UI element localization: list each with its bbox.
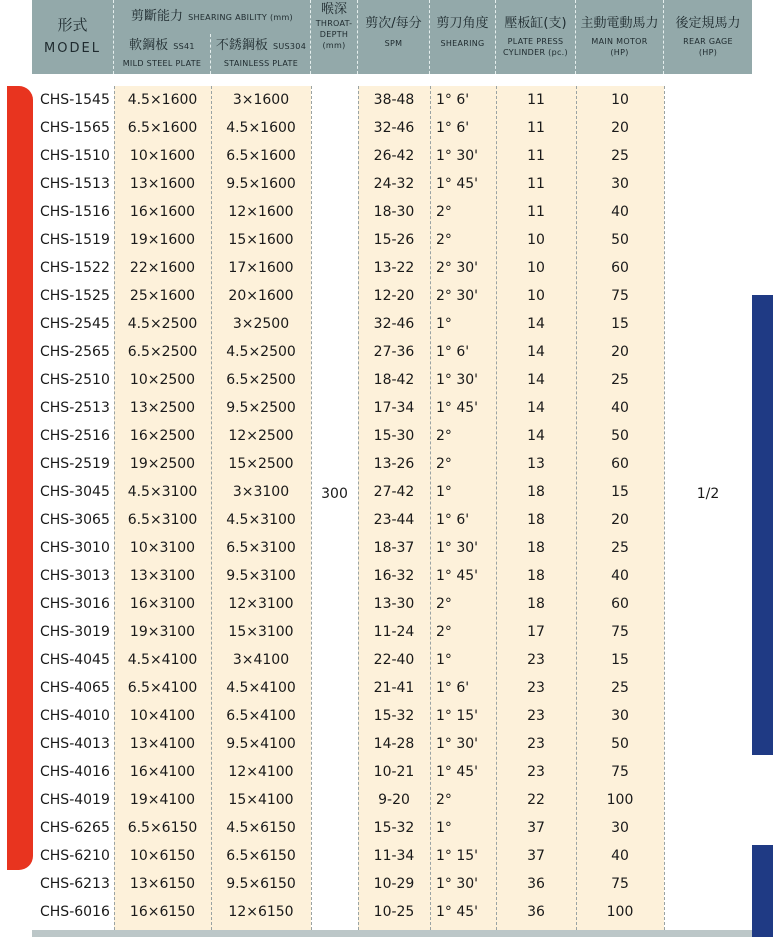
cell-model: CHS-1525	[40, 288, 110, 304]
cell-model: CHS-6210	[40, 848, 110, 864]
cell-shear: 2°	[436, 232, 452, 248]
cell-stain: 4.5×3100	[226, 512, 296, 528]
header-mild	[114, 34, 211, 74]
table-row	[32, 366, 752, 394]
table-row	[32, 702, 752, 730]
cell-model: CHS-3010	[40, 540, 110, 556]
table-header	[32, 0, 752, 74]
table-row	[32, 898, 752, 926]
table-row	[32, 282, 752, 310]
cell-cyl: 18	[527, 596, 545, 612]
cell-cyl: 14	[527, 428, 545, 444]
table-row	[32, 786, 752, 814]
cell-shear: 2° 30'	[436, 288, 479, 304]
header-ability-zh: 剪斷能力	[131, 9, 184, 24]
cell-mild: 6.5×4100	[127, 680, 198, 696]
cell-model: CHS-3016	[40, 596, 110, 612]
cell-motor: 75	[611, 876, 629, 892]
cell-shear: 1° 6'	[436, 92, 470, 108]
header-mild-code: SS41	[173, 42, 195, 51]
cell-shear: 2° 30'	[436, 260, 479, 276]
cell-spm: 22-40	[373, 652, 415, 668]
cell-model: CHS-3019	[40, 624, 110, 640]
cell-stain: 17×1600	[228, 260, 294, 276]
cell-shear: 1° 30'	[436, 540, 479, 556]
cell-motor: 60	[611, 596, 629, 612]
cell-model: CHS-2519	[40, 456, 110, 472]
header-cylinder-en1: PLATE PRESS	[507, 37, 564, 46]
cell-cyl: 11	[527, 148, 545, 164]
cell-mild: 13×2500	[129, 400, 196, 416]
cell-mild: 6.5×1600	[127, 120, 198, 136]
divider	[664, 86, 665, 930]
cell-cyl: 11	[527, 204, 545, 220]
cell-spm: 11-24	[373, 624, 415, 640]
table-row	[32, 478, 752, 506]
cell-mild: 4.5×1600	[127, 92, 198, 108]
cell-mild: 4.5×3100	[127, 484, 198, 500]
cell-spm: 38-48	[373, 92, 415, 108]
cell-model: CHS-4016	[40, 764, 110, 780]
header-gage	[664, 0, 752, 74]
cell-shear: 1° 6'	[436, 512, 470, 528]
cell-model: CHS-3065	[40, 512, 110, 528]
cell-shear: 2°	[436, 204, 452, 220]
cell-cyl: 23	[527, 680, 545, 696]
cell-spm: 15-32	[373, 820, 415, 836]
cell-shear: 2°	[436, 428, 452, 444]
cell-spm: 13-30	[373, 596, 415, 612]
cell-mild: 19×2500	[129, 456, 196, 472]
cell-model: CHS-2516	[40, 428, 110, 444]
cell-spm: 23-44	[373, 512, 415, 528]
cell-motor: 25	[611, 372, 629, 388]
header-shearing-ability	[114, 0, 311, 74]
cell-cyl: 11	[527, 92, 545, 108]
cell-stain: 15×1600	[228, 232, 294, 248]
table-row	[32, 870, 752, 898]
header-mild-en: MILD STEEL PLATE	[122, 59, 202, 68]
cell-cyl: 37	[527, 848, 545, 864]
cell-motor: 50	[611, 736, 629, 752]
header-stainless-en: STAINLESS PLATE	[223, 59, 299, 68]
cell-mild: 25×1600	[129, 288, 196, 304]
cell-motor: 60	[611, 456, 629, 472]
table-row	[32, 142, 752, 170]
cell-motor: 50	[611, 428, 629, 444]
cell-spm: 18-42	[373, 372, 415, 388]
table-row	[32, 842, 752, 870]
table-row	[32, 590, 752, 618]
cell-cyl: 14	[527, 400, 545, 416]
header-ability-en: SHEARING ABILITY (mm)	[188, 13, 293, 22]
cell-shear: 1° 6'	[436, 680, 470, 696]
cell-mild: 10×1600	[129, 148, 196, 164]
divider	[358, 86, 359, 930]
cell-spm: 18-37	[373, 540, 415, 556]
table-row	[32, 114, 752, 142]
cell-shear: 1°	[436, 820, 452, 836]
table-row	[32, 534, 752, 562]
cell-motor: 100	[606, 904, 634, 920]
cell-stain: 12×1600	[228, 204, 294, 220]
table-row	[32, 226, 752, 254]
cell-mild: 16×6150	[129, 904, 196, 920]
cell-stain: 6.5×4100	[226, 708, 296, 724]
cell-stain: 9.5×3100	[226, 568, 296, 584]
cell-cyl: 13	[527, 456, 545, 472]
header-throat	[311, 0, 358, 74]
cell-cyl: 18	[527, 484, 545, 500]
divider	[496, 86, 497, 930]
header-stainless-code: SUS304	[273, 42, 307, 51]
divider	[576, 86, 577, 930]
cell-motor: 15	[611, 652, 629, 668]
cell-shear: 1° 15'	[436, 848, 479, 864]
cell-model: CHS-4013	[40, 736, 110, 752]
cell-cyl: 23	[527, 736, 545, 752]
cell-stain: 4.5×6150	[226, 820, 296, 836]
cell-motor: 75	[611, 624, 629, 640]
cell-motor: 20	[611, 120, 629, 136]
cell-spm: 12-20	[373, 288, 415, 304]
table-row	[32, 674, 752, 702]
cell-spm: 10-29	[373, 876, 415, 892]
table-row	[32, 814, 752, 842]
cell-cyl: 11	[527, 120, 545, 136]
cell-mild: 6.5×6150	[127, 820, 198, 836]
cell-mild: 10×4100	[129, 708, 196, 724]
cell-motor: 100	[606, 792, 634, 808]
cell-spm: 21-41	[373, 680, 415, 696]
header-cylinder-en2: CYLINDER (pc.)	[503, 48, 568, 57]
cell-spm: 10-25	[373, 904, 415, 920]
cell-spm: 27-36	[373, 344, 415, 360]
header-gage-zh: 後定規馬力	[675, 16, 741, 31]
cell-stain: 9.5×2500	[226, 400, 296, 416]
cell-mild: 22×1600	[129, 260, 196, 276]
cell-motor: 20	[611, 512, 629, 528]
cell-model: CHS-4019	[40, 792, 110, 808]
cell-cyl: 10	[527, 288, 545, 304]
cell-stain: 15×3100	[228, 624, 294, 640]
cell-cyl: 18	[527, 568, 545, 584]
cell-stain: 6.5×2500	[226, 372, 296, 388]
cell-stain: 15×2500	[228, 456, 294, 472]
gage-value: 1/2	[696, 486, 720, 502]
cell-model: CHS-6265	[40, 820, 110, 836]
cell-shear: 1° 30'	[436, 148, 479, 164]
table-row	[32, 506, 752, 534]
cell-motor: 50	[611, 232, 629, 248]
cell-stain: 20×1600	[228, 288, 294, 304]
table-row	[32, 450, 752, 478]
header-throat-zh: 喉深	[320, 2, 347, 17]
table-row	[32, 758, 752, 786]
cell-model: CHS-1516	[40, 204, 110, 220]
cell-cyl: 36	[527, 876, 545, 892]
header-gage-en2: (HP)	[698, 48, 718, 57]
cell-mild: 16×2500	[129, 428, 196, 444]
cell-spm: 15-30	[373, 428, 415, 444]
cell-spm: 18-30	[373, 204, 415, 220]
cell-stain: 6.5×6150	[226, 848, 296, 864]
cell-model: CHS-4010	[40, 708, 110, 724]
cell-motor: 40	[611, 568, 629, 584]
cell-cyl: 23	[527, 652, 545, 668]
cell-mild: 10×3100	[129, 540, 196, 556]
divider	[430, 86, 431, 930]
cell-mild: 19×4100	[129, 792, 196, 808]
cell-motor: 40	[611, 848, 629, 864]
cell-shear: 1° 45'	[436, 904, 479, 920]
cell-motor: 20	[611, 344, 629, 360]
cell-cyl: 10	[527, 260, 545, 276]
cell-shear: 2°	[436, 792, 452, 808]
table-row	[32, 170, 752, 198]
header-shearing	[430, 0, 496, 74]
cell-model: CHS-2513	[40, 400, 110, 416]
cell-shear: 1° 45'	[436, 568, 479, 584]
cell-motor: 30	[611, 820, 629, 836]
cell-mild: 16×1600	[129, 204, 196, 220]
cell-stain: 3×1600	[232, 92, 290, 108]
cell-spm: 13-22	[373, 260, 415, 276]
throat-value: 300	[321, 486, 348, 502]
cell-stain: 3×4100	[232, 652, 290, 668]
cell-cyl: 14	[527, 372, 545, 388]
cell-shear: 2°	[436, 596, 452, 612]
cell-mild: 13×4100	[129, 736, 196, 752]
header-model	[32, 0, 114, 74]
cell-motor: 25	[611, 540, 629, 556]
blue-side-strip	[752, 295, 773, 755]
cell-cyl: 23	[527, 708, 545, 724]
cell-cyl: 18	[527, 540, 545, 556]
table-row	[32, 730, 752, 758]
divider	[114, 86, 115, 930]
cell-cyl: 17	[527, 624, 545, 640]
header-model-en: MODEL	[44, 41, 101, 56]
cell-mild: 10×2500	[129, 372, 196, 388]
cell-spm: 16-32	[373, 568, 415, 584]
cell-stain: 4.5×1600	[226, 120, 296, 136]
table-row	[32, 86, 752, 114]
cell-motor: 75	[611, 764, 629, 780]
header-gage-en1: REAR GAGE	[683, 37, 733, 46]
cell-motor: 30	[611, 708, 629, 724]
cell-model: CHS-2510	[40, 372, 110, 388]
cell-motor: 40	[611, 204, 629, 220]
cell-spm: 13-26	[373, 456, 415, 472]
header-throat-en1: THROAT-	[315, 19, 353, 28]
cell-shear: 1° 30'	[436, 372, 479, 388]
table-row	[32, 338, 752, 366]
cell-shear: 2°	[436, 624, 452, 640]
cell-mild: 16×3100	[129, 596, 196, 612]
header-motor	[576, 0, 664, 74]
header-motor-en1: MAIN MOTOR	[591, 37, 648, 46]
cell-model: CHS-1513	[40, 176, 110, 192]
cell-model: CHS-2545	[40, 316, 110, 332]
cell-spm: 14-28	[373, 736, 415, 752]
table-row	[32, 198, 752, 226]
header-spm	[358, 0, 430, 74]
cell-spm: 24-32	[373, 176, 415, 192]
cell-mild: 4.5×4100	[127, 652, 198, 668]
cell-model: CHS-4045	[40, 652, 110, 668]
cell-spm: 9-20	[378, 792, 410, 808]
cell-motor: 10	[611, 92, 629, 108]
cell-motor: 75	[611, 288, 629, 304]
cell-stain: 3×3100	[232, 484, 290, 500]
table-row	[32, 562, 752, 590]
table-body	[32, 86, 752, 930]
cell-stain: 9.5×1600	[226, 176, 296, 192]
divider	[311, 86, 312, 930]
cell-mild: 16×4100	[129, 764, 196, 780]
footer-bar	[32, 930, 752, 937]
cell-shear: 1°	[436, 316, 452, 332]
cell-cyl: 37	[527, 820, 545, 836]
blue-side-strip-lower	[752, 845, 773, 937]
cell-stain: 12×6150	[228, 904, 294, 920]
header-motor-en2: (HP)	[610, 48, 629, 57]
cell-cyl: 36	[527, 904, 545, 920]
cell-mild: 6.5×2500	[127, 344, 198, 360]
cell-shear: 2°	[436, 456, 452, 472]
table-row	[32, 646, 752, 674]
cell-mild: 13×1600	[129, 176, 196, 192]
table-row	[32, 394, 752, 422]
header-throat-en2: DEPTH	[319, 30, 349, 39]
cell-shear: 1° 45'	[436, 764, 479, 780]
cell-motor: 25	[611, 148, 629, 164]
cell-cyl: 14	[527, 316, 545, 332]
cell-stain: 12×4100	[228, 764, 294, 780]
cell-stain: 4.5×2500	[226, 344, 296, 360]
cell-mild: 13×3100	[129, 568, 196, 584]
header-stainless-zh: 不銹鋼板	[215, 38, 268, 53]
cell-stain: 12×2500	[228, 428, 294, 444]
cell-stain: 6.5×1600	[226, 148, 296, 164]
cell-model: CHS-1565	[40, 120, 110, 136]
cell-cyl: 18	[527, 512, 545, 528]
cell-cyl: 10	[527, 232, 545, 248]
header-stainless	[211, 34, 311, 69]
cell-model: CHS-6213	[40, 876, 110, 892]
red-side-strip	[7, 86, 33, 870]
header-motor-zh: 主動電動馬力	[580, 16, 659, 31]
cell-mild: 13×6150	[129, 876, 196, 892]
cell-motor: 25	[611, 680, 629, 696]
cell-shear: 1° 6'	[436, 344, 470, 360]
cell-stain: 3×2500	[232, 316, 290, 332]
table-row	[32, 254, 752, 282]
cell-cyl: 23	[527, 764, 545, 780]
cell-motor: 60	[611, 260, 629, 276]
cell-shear: 1° 6'	[436, 120, 470, 136]
cell-spm: 10-21	[373, 764, 415, 780]
header-shearing-en: SHEARING	[440, 39, 485, 48]
cell-motor: 30	[611, 176, 629, 192]
cell-stain: 9.5×4100	[226, 736, 296, 752]
cell-mild: 10×6150	[129, 848, 196, 864]
cell-stain: 6.5×3100	[226, 540, 296, 556]
header-model-zh: 形式	[57, 16, 88, 34]
header-spm-zh: 剪次/每分	[365, 16, 422, 31]
cell-model: CHS-2565	[40, 344, 110, 360]
cell-shear: 1°	[436, 484, 452, 500]
cell-shear: 1° 45'	[436, 176, 479, 192]
cell-motor: 40	[611, 400, 629, 416]
table-row	[32, 310, 752, 338]
cell-model: CHS-1510	[40, 148, 110, 164]
header-mild-zh: 軟鋼板	[129, 38, 169, 53]
cell-model: CHS-1545	[40, 92, 110, 108]
cell-spm: 26-42	[373, 148, 415, 164]
cell-spm: 15-32	[373, 708, 415, 724]
cell-shear: 1° 15'	[436, 708, 479, 724]
cell-mild: 6.5×3100	[127, 512, 198, 528]
cell-model: CHS-1522	[40, 260, 110, 276]
header-cylinder-zh: 壓板缸(支)	[504, 16, 567, 31]
header-throat-en3: (mm)	[322, 41, 346, 50]
cell-shear: 1° 30'	[436, 736, 479, 752]
cell-motor: 15	[611, 484, 629, 500]
cell-cyl: 22	[527, 792, 545, 808]
cell-shear: 1° 45'	[436, 400, 479, 416]
cell-model: CHS-3045	[40, 484, 110, 500]
cell-mild: 19×1600	[129, 232, 196, 248]
cell-shear: 1° 30'	[436, 876, 479, 892]
cell-spm: 32-46	[373, 120, 415, 136]
table-row	[32, 618, 752, 646]
cell-spm: 17-34	[373, 400, 415, 416]
header-cylinder	[496, 0, 576, 74]
cell-shear: 1°	[436, 652, 452, 668]
cell-model: CHS-6016	[40, 904, 110, 920]
cell-motor: 15	[611, 316, 629, 332]
cell-mild: 4.5×2500	[127, 316, 198, 332]
cell-spm: 27-42	[373, 484, 415, 500]
cell-stain: 4.5×4100	[226, 680, 296, 696]
cell-spm: 15-26	[373, 232, 415, 248]
header-spm-en: SPM	[384, 39, 403, 48]
cell-cyl: 11	[527, 176, 545, 192]
table-row	[32, 422, 752, 450]
header-shearing-zh: 剪刀角度	[436, 16, 489, 31]
cell-spm: 11-34	[373, 848, 415, 864]
cell-spm: 32-46	[373, 316, 415, 332]
cell-model: CHS-1519	[40, 232, 110, 248]
cell-stain: 15×4100	[228, 792, 294, 808]
cell-stain: 12×3100	[228, 596, 294, 612]
cell-mild: 19×3100	[129, 624, 196, 640]
cell-cyl: 14	[527, 344, 545, 360]
cell-model: CHS-4065	[40, 680, 110, 696]
divider	[211, 86, 212, 930]
cell-model: CHS-3013	[40, 568, 110, 584]
cell-stain: 9.5×6150	[226, 876, 296, 892]
